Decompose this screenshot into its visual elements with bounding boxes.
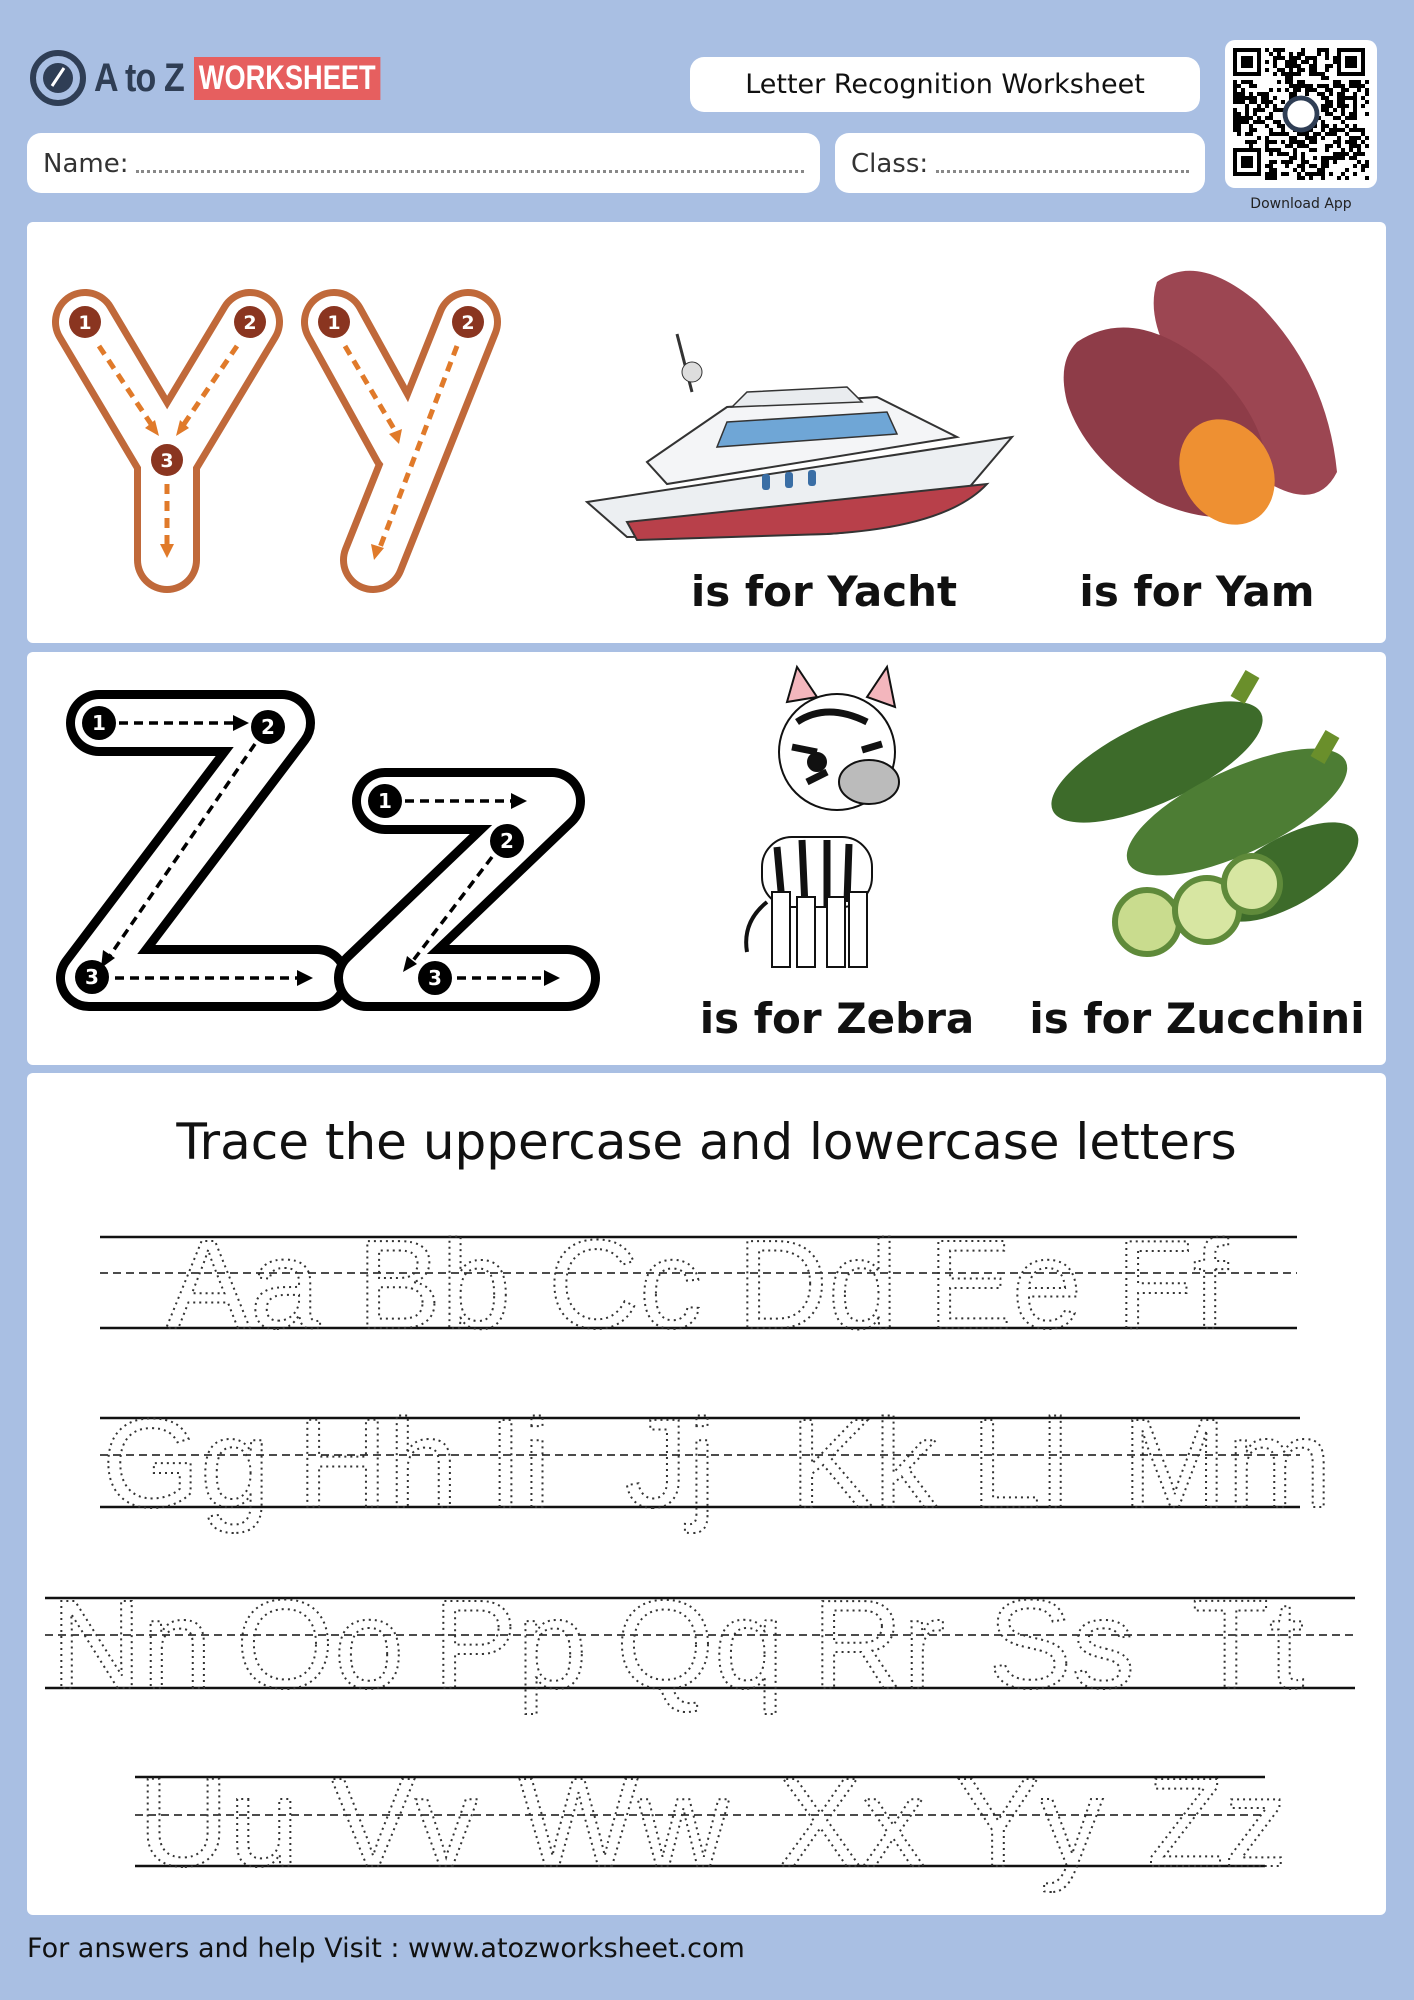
trace-letter-pair: Aa — [166, 1214, 321, 1355]
trace-letter-pair: Pp — [433, 1574, 588, 1715]
worksheet-title: Letter Recognition Worksheet — [690, 57, 1200, 112]
trace-letter-pair: Hh — [297, 1393, 459, 1534]
zebra-label: is for Zebra — [699, 994, 975, 1043]
yam-image — [1064, 271, 1337, 542]
trace-letter-pair: Uu — [138, 1752, 300, 1893]
yacht-label: is for Yacht — [690, 567, 958, 616]
name-line[interactable] — [136, 170, 804, 173]
trace-letter-pair: Gg — [102, 1393, 271, 1534]
step-number: 2 — [243, 312, 257, 334]
trace-letter-pair: Ee — [928, 1214, 1083, 1355]
download-app-caption: Download App — [1250, 196, 1352, 212]
class-label: Class: — [851, 149, 929, 179]
step-number: 1 — [92, 711, 106, 735]
trace-letter-pair: Ii — [488, 1393, 551, 1534]
trace-panel — [27, 1073, 1386, 1915]
zucchini-label: is for Zucchini — [1029, 994, 1365, 1043]
trace-letter-pair: Xx — [778, 1752, 926, 1893]
trace-letter-pair: Tt — [1192, 1574, 1304, 1715]
trace-letter-pair: Qq — [616, 1574, 785, 1715]
uppercase-y-outline — [85, 322, 468, 560]
zebra-image — [746, 667, 899, 967]
step-number: 2 — [500, 829, 514, 853]
trace-letter-pair: Ll — [971, 1393, 1070, 1534]
class-line[interactable] — [936, 170, 1189, 173]
trace-letter-pair: Kk — [790, 1393, 938, 1534]
trace-letter-pair: Jj — [625, 1393, 716, 1534]
step-number: 3 — [428, 966, 442, 990]
logo-text: A to Z — [94, 55, 184, 100]
trace-letter-pair: Vv — [331, 1752, 479, 1893]
name-field[interactable] — [27, 133, 820, 193]
name-label: Name: — [43, 149, 129, 179]
trace-letter-pair: Ww — [519, 1752, 729, 1893]
trace-letter-pair: Zz — [1147, 1752, 1287, 1893]
trace-letter-pair: Dd — [737, 1214, 899, 1355]
footer-link[interactable]: For answers and help Visit : www.atozworksheet.com — [27, 1933, 745, 1964]
trace-letter-pair: Bb — [357, 1214, 512, 1355]
trace-lines — [27, 1073, 1386, 1915]
step-number: 2 — [261, 715, 275, 739]
step-number: 3 — [160, 450, 174, 472]
trace-letter-pair: Ss — [988, 1574, 1136, 1715]
trace-letter-pair: Ff — [1116, 1214, 1228, 1355]
letter-y-panel — [27, 222, 1386, 643]
step-number: 2 — [461, 312, 475, 334]
trace-letter-pair: Cc — [548, 1214, 702, 1355]
yacht-image — [587, 334, 1012, 540]
qr-code-image — [1233, 48, 1369, 180]
yam-label: is for Yam — [1079, 567, 1315, 616]
step-number: 1 — [327, 312, 341, 334]
logo-badge: WORKSHEET — [194, 57, 380, 100]
step-number: 3 — [85, 965, 99, 989]
step-number: 1 — [378, 789, 392, 813]
trace-instructions: Trace the uppercase and lowercase letters — [176, 1113, 1237, 1171]
logo — [30, 50, 427, 106]
trace-letter-pair: Mm — [1122, 1393, 1332, 1534]
class-field[interactable] — [835, 133, 1205, 193]
trace-letter-pair: Oo — [236, 1574, 405, 1715]
logo-icon — [30, 50, 86, 106]
letter-z-panel — [27, 652, 1386, 1065]
zucchini-image — [1036, 670, 1373, 954]
trace-letter-pair: Nn — [51, 1574, 213, 1715]
qr-code[interactable] — [1225, 40, 1377, 188]
step-number: 1 — [78, 312, 92, 334]
trace-letter-pair: Rr — [812, 1574, 945, 1715]
trace-letter-pair: Yy — [956, 1752, 1104, 1893]
